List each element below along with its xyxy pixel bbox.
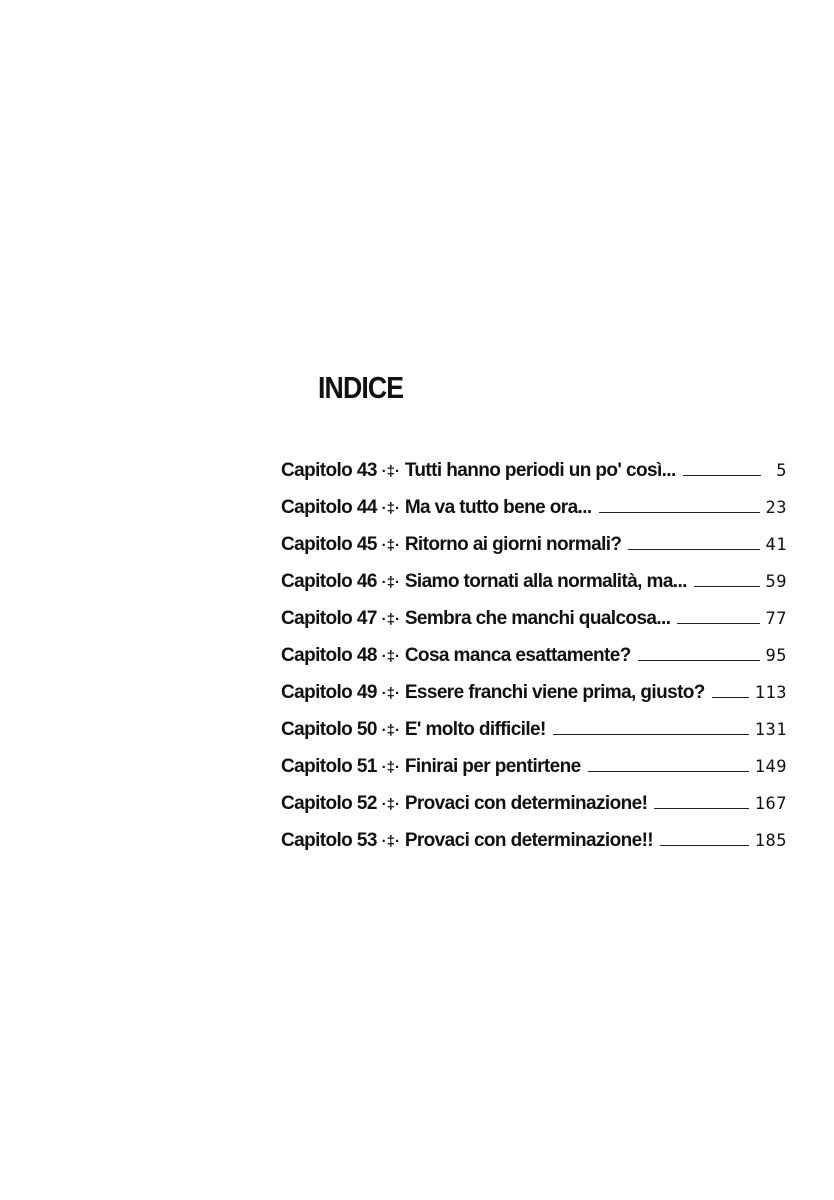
chapter-title: Provaci con determinazione! [404,793,648,814]
ornate-cross-icon: ·‡· [381,796,400,813]
ornate-cross-icon: ·‡· [381,833,400,850]
chapter-number: Capitolo 52 [281,793,377,814]
chapter-title: Finirai per pentirtene [404,756,581,777]
page-number: 23 [765,498,787,518]
page-title: INDICE [318,370,404,405]
chapter-title: Sembra che manchi qualcosa... [404,608,671,629]
chapter-title: Tutti hanno periodi un po' così... [404,460,676,481]
chapter-number: Capitolo 49 [281,682,377,703]
ornate-cross-icon: ·‡· [381,648,400,665]
chapter-number: Capitolo 51 [281,756,377,777]
chapter-title: Siamo tornati alla normalità, ma... [404,571,687,592]
ornate-cross-icon: ·‡· [381,685,400,702]
chapter-title: Provaci con determinazione!! [404,830,654,851]
chapter-number: Capitolo 43 [281,460,377,481]
page-number: 77 [765,609,787,629]
toc-entry [281,719,787,756]
page-number: 131 [754,720,787,740]
chapter-number: Capitolo 47 [281,608,377,629]
leader-line [553,734,749,735]
page-number: 113 [754,683,787,703]
page-number: 5 [776,461,787,481]
chapter-number: Capitolo 50 [281,719,377,740]
ornate-cross-icon: ·‡· [381,611,400,628]
ornate-cross-icon: ·‡· [381,722,400,739]
page-number: 185 [754,831,787,851]
chapter-title: Ritorno ai giorni normali? [404,534,622,555]
leader-line [660,845,749,846]
ornate-cross-icon: ·‡· [381,537,400,554]
toc-entry [281,460,787,497]
page-number: 95 [765,646,787,666]
ornate-cross-icon: ·‡· [381,463,400,480]
chapter-number: Capitolo 46 [281,571,377,592]
toc-entry [281,534,787,571]
leader-line [683,475,761,476]
toc-entry [281,645,787,682]
toc-entry [281,497,787,534]
leader-line [677,623,759,624]
toc-entry [281,571,787,608]
toc-entry [281,793,787,830]
toc-entry [281,608,787,645]
leader-line [628,549,759,550]
chapter-number: Capitolo 45 [281,534,377,555]
ornate-cross-icon: ·‡· [381,500,400,517]
chapter-title: E' molto difficile! [404,719,546,740]
leader-line [599,512,760,513]
chapter-number: Capitolo 53 [281,830,377,851]
ornate-cross-icon: ·‡· [381,759,400,776]
chapter-title: Cosa manca esattamente? [404,645,631,666]
page-number: 149 [754,757,787,777]
leader-line [638,660,760,661]
leader-line [694,586,760,587]
leader-line [654,808,748,809]
toc-entry [281,830,787,867]
chapter-title: Ma va tutto bene ora... [404,497,592,518]
toc-entry [281,682,787,719]
page-number: 41 [765,535,787,555]
toc-entry [281,756,787,793]
chapter-number: Capitolo 48 [281,645,377,666]
page-number: 167 [754,794,787,814]
ornate-cross-icon: ·‡· [381,574,400,591]
table-of-contents [281,460,787,867]
chapter-number: Capitolo 44 [281,497,377,518]
leader-line [712,697,749,698]
leader-line [588,771,749,772]
page-number: 59 [765,572,787,592]
chapter-title: Essere franchi viene prima, giusto? [404,682,705,703]
